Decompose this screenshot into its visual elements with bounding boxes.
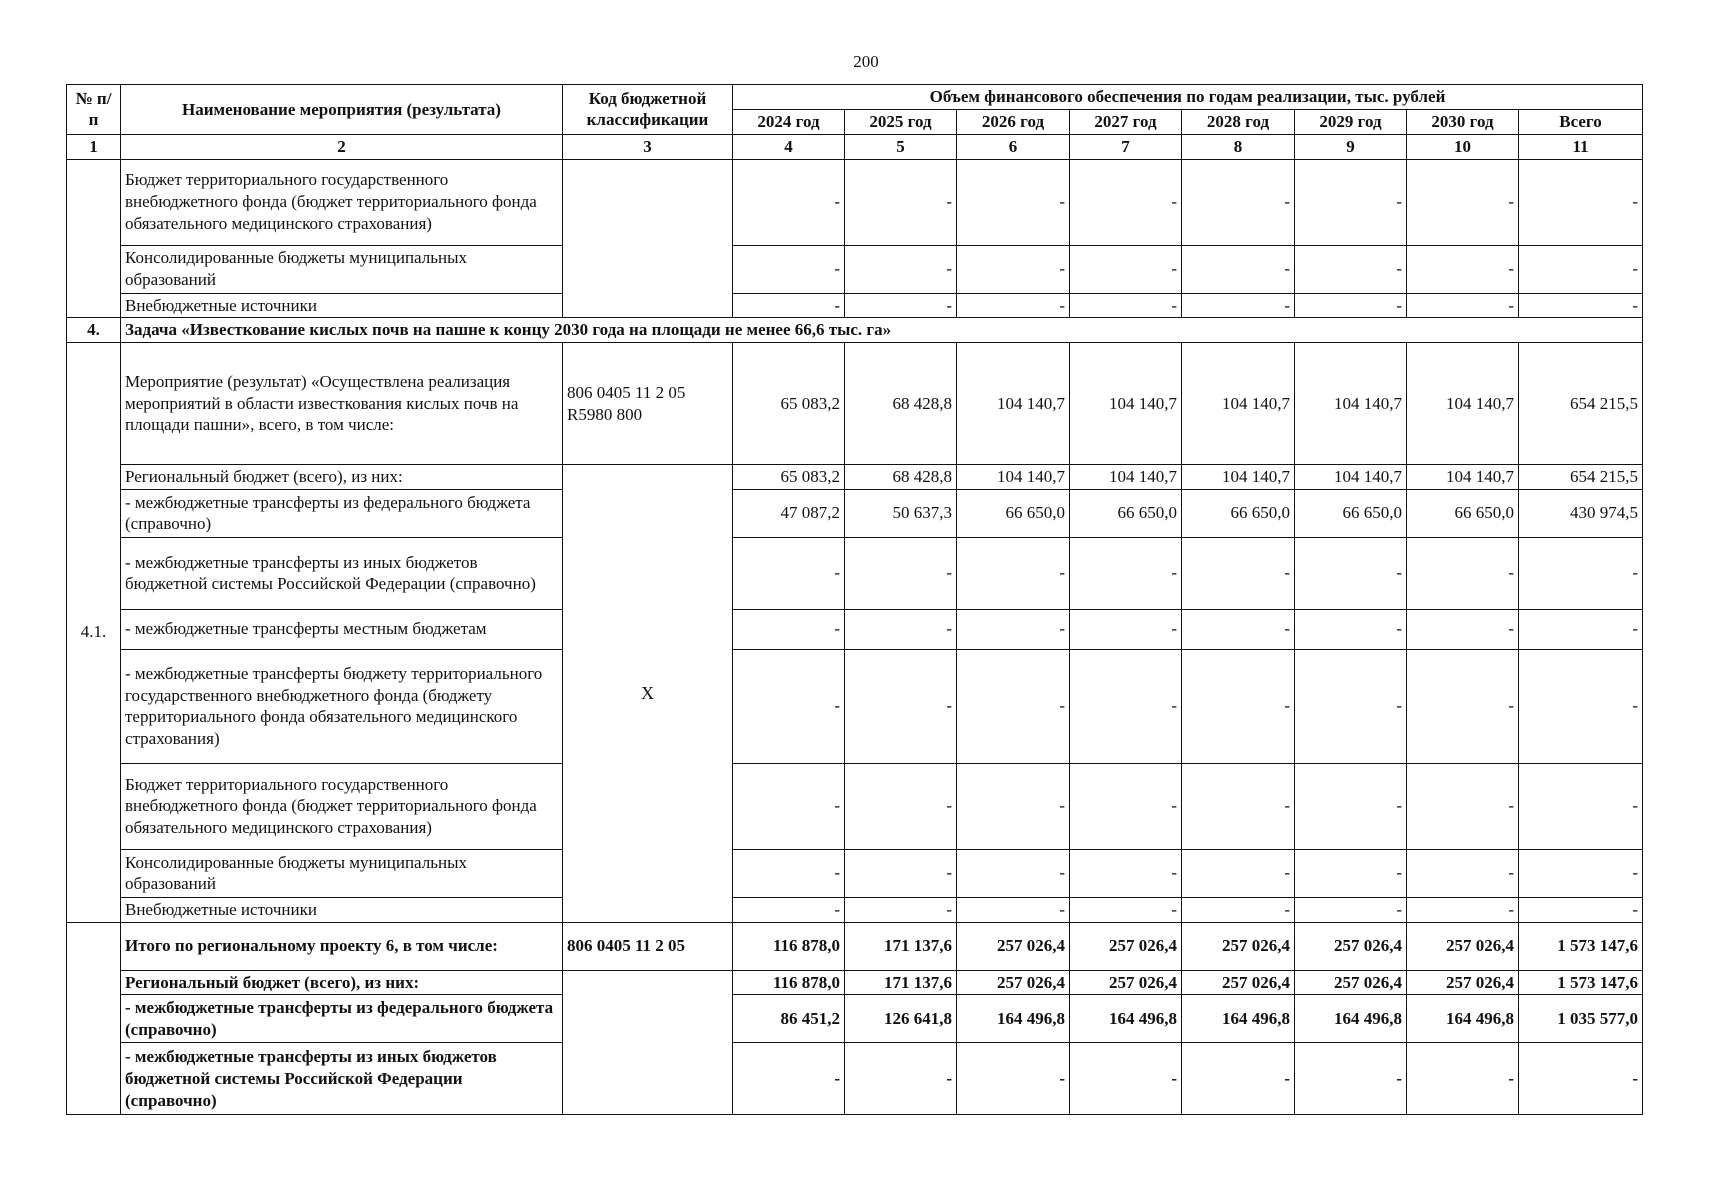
value-cell: 68 428,8 [845,465,957,490]
header-row [67,85,1643,110]
value-cell: - [957,849,1070,897]
table-row [67,609,1643,649]
value-cell: - [845,245,957,293]
code-cell [563,970,733,1115]
table-row [67,897,1643,922]
value-cell: 257 026,4 [1407,922,1519,970]
value-cell: 104 140,7 [957,465,1070,490]
table-row [67,970,1643,995]
table-row [67,1043,1643,1115]
value-cell: - [845,1043,957,1115]
value-cell: 257 026,4 [1295,970,1407,995]
value-cell: - [1182,537,1295,609]
value-cell: - [733,293,845,318]
value-cell: - [733,609,845,649]
row-name: Консолидированные бюджеты муниципальных образований [121,849,563,897]
value-cell: - [845,763,957,849]
value-cell: 257 026,4 [1407,970,1519,995]
value-cell: - [1519,1043,1643,1115]
value-cell: - [1407,763,1519,849]
column-number: 6 [957,134,1070,159]
row-name: Консолидированные бюджеты муниципальных образований [121,245,563,293]
header-year: 2025 год [845,110,957,135]
value-cell: - [1295,609,1407,649]
row-name: Региональный бюджет (всего), из них: [121,970,563,995]
page-number: 200 [853,52,879,71]
value-cell: 104 140,7 [1182,343,1295,465]
value-cell: - [1182,159,1295,245]
table-row [67,159,1643,245]
value-cell: - [1295,897,1407,922]
total-name: Итого по региональному проекту 6, в том числе: [121,922,563,970]
total-row [67,922,1643,970]
value-cell: 126 641,8 [845,995,957,1043]
value-cell: 164 496,8 [1070,995,1182,1043]
measure-index: 4.1. [67,343,121,923]
value-cell: - [845,609,957,649]
value-cell: - [1295,245,1407,293]
value-cell: 104 140,7 [1407,465,1519,490]
header-year: 2024 год [733,110,845,135]
header-code: Код бюджетной классификации [563,85,733,135]
header-year: 2027 год [1070,110,1182,135]
value-cell: 116 878,0 [733,970,845,995]
column-numbers-row [67,134,1643,159]
value-cell: 65 083,2 [733,465,845,490]
value-cell: - [1182,609,1295,649]
value-cell: 86 451,2 [733,995,845,1043]
value-cell: 171 137,6 [845,970,957,995]
value-cell: - [845,293,957,318]
value-cell: - [1407,537,1519,609]
value-cell: - [957,649,1070,763]
value-cell: - [957,897,1070,922]
value-cell: - [733,159,845,245]
value-cell: 171 137,6 [845,922,957,970]
header-name: Наименование мероприятия (результата) [121,85,563,135]
value-cell: - [1182,293,1295,318]
value-cell: 47 087,2 [733,489,845,537]
value-cell: - [1519,159,1643,245]
header-year: 2026 год [957,110,1070,135]
value-cell: - [957,245,1070,293]
value-cell: - [1519,649,1643,763]
value-cell: - [1295,849,1407,897]
column-number: 8 [1182,134,1295,159]
value-cell: 66 650,0 [1407,489,1519,537]
value-cell: 65 083,2 [733,343,845,465]
value-cell: - [1070,609,1182,649]
value-cell: - [1519,609,1643,649]
value-cell: - [845,897,957,922]
value-cell: - [1070,897,1182,922]
value-cell: - [957,159,1070,245]
row-name: Региональный бюджет (всего), из них: [121,465,563,490]
value-cell: - [1182,649,1295,763]
value-cell: - [733,537,845,609]
column-number: 4 [733,134,845,159]
value-cell: - [1519,537,1643,609]
value-cell: - [957,537,1070,609]
index-cell [67,922,121,1115]
table-row [67,245,1643,293]
header-year: 2030 год [1407,110,1519,135]
row-name: - межбюджетные трансферты из иных бюджетов бюджетной системы Российской Федерации (справочно) [121,1043,563,1115]
row-name: - межбюджетные трансферты местным бюджетам [121,609,563,649]
measure-row [67,343,1643,465]
value-cell: 257 026,4 [957,970,1070,995]
value-cell: - [1407,849,1519,897]
value-cell: - [1407,609,1519,649]
column-number: 3 [563,134,733,159]
value-cell: - [1295,649,1407,763]
measure-name: Мероприятие (результат) «Осуществлена реализация мероприятий в области известкования кислых почв на площади пашни», всего, в том числе: [121,343,563,465]
value-cell: 654 215,5 [1519,465,1643,490]
column-number: 11 [1519,134,1643,159]
row-name: Внебюджетные источники [121,293,563,318]
measure-code: 806 0405 11 2 05 R5980 800 [563,343,733,465]
value-cell: 164 496,8 [1182,995,1295,1043]
value-cell: - [1070,849,1182,897]
value-cell: - [845,649,957,763]
value-cell: - [957,609,1070,649]
value-cell: - [1407,649,1519,763]
header-year: 2029 год [1295,110,1407,135]
index-cell [67,159,121,318]
header-total: Всего [1519,110,1643,135]
value-cell: 654 215,5 [1519,343,1643,465]
table-row [67,537,1643,609]
value-cell: - [1070,649,1182,763]
value-cell: - [1295,293,1407,318]
header-num: № п/п [67,85,121,135]
header-funding: Объем финансового обеспечения по годам реализации, тыс. рублей [733,85,1643,110]
code-cell [563,159,733,318]
value-cell: 66 650,0 [1182,489,1295,537]
value-cell: 104 140,7 [1070,343,1182,465]
row-name: Бюджет территориального государственного внебюджетного фонда (бюджет территориального фонда обязательного медицинского страхования) [121,763,563,849]
value-cell: - [957,763,1070,849]
value-cell: - [845,849,957,897]
value-cell: - [845,159,957,245]
task-row [67,318,1643,343]
value-cell: - [1070,293,1182,318]
value-cell: 68 428,8 [845,343,957,465]
column-number: 1 [67,134,121,159]
value-cell: - [1295,537,1407,609]
table-row [67,293,1643,318]
value-cell: 1 035 577,0 [1519,995,1643,1043]
value-cell: - [1070,245,1182,293]
value-cell: - [1295,1043,1407,1115]
value-cell: - [1295,159,1407,245]
value-cell: - [1519,763,1643,849]
value-cell: - [1407,897,1519,922]
value-cell: - [733,849,845,897]
value-cell: - [1407,293,1519,318]
value-cell: 257 026,4 [1070,922,1182,970]
column-number: 2 [121,134,563,159]
value-cell: 104 140,7 [1407,343,1519,465]
value-cell: - [1519,849,1643,897]
value-cell: - [1519,293,1643,318]
row-name: - межбюджетные трансферты из федерального бюджета (справочно) [121,995,563,1043]
value-cell: 50 637,3 [845,489,957,537]
value-cell: - [1519,245,1643,293]
table-row [67,763,1643,849]
table-row [67,465,1643,490]
value-cell: - [1182,763,1295,849]
value-cell: - [733,1043,845,1115]
value-cell: - [957,1043,1070,1115]
value-cell: - [1070,537,1182,609]
value-cell: 164 496,8 [957,995,1070,1043]
value-cell: - [1070,159,1182,245]
value-cell: 1 573 147,6 [1519,922,1643,970]
row-name: - межбюджетные трансферты бюджету территориального государственного внебюджетного фонда (бюджету территориального фонда обязательного медицинского страхования) [121,649,563,763]
task-title: Задача «Известкование кислых почв на пашне к концу 2030 года на площади не менее 66,6 тыс. га» [121,318,1643,343]
value-cell: - [733,245,845,293]
value-cell: 164 496,8 [1295,995,1407,1043]
value-cell: 104 140,7 [1182,465,1295,490]
value-cell: - [1519,897,1643,922]
value-cell: 104 140,7 [1295,465,1407,490]
value-cell: - [733,649,845,763]
column-number: 10 [1407,134,1519,159]
value-cell: 66 650,0 [1295,489,1407,537]
value-cell: - [733,763,845,849]
value-cell: - [1070,1043,1182,1115]
value-cell: 104 140,7 [1070,465,1182,490]
value-cell: - [1182,897,1295,922]
value-cell: - [845,537,957,609]
code-x-cell: X [563,465,733,923]
row-name: Внебюджетные источники [121,897,563,922]
total-code: 806 0405 11 2 05 [563,922,733,970]
header-year: 2028 год [1182,110,1295,135]
value-cell: 257 026,4 [1070,970,1182,995]
table-row [67,489,1643,537]
value-cell: - [1295,763,1407,849]
value-cell: - [733,897,845,922]
value-cell: - [1407,1043,1519,1115]
value-cell: 66 650,0 [1070,489,1182,537]
row-name: - межбюджетные трансферты из федерального бюджета (справочно) [121,489,563,537]
column-number: 5 [845,134,957,159]
value-cell: 1 573 147,6 [1519,970,1643,995]
value-cell: 257 026,4 [957,922,1070,970]
value-cell: - [1182,849,1295,897]
row-name: Бюджет территориального государственного внебюджетного фонда (бюджет территориального фонда обязательного медицинского страхования) [121,159,563,245]
value-cell: - [1070,763,1182,849]
value-cell: - [1407,159,1519,245]
value-cell: 104 140,7 [1295,343,1407,465]
value-cell: 430 974,5 [1519,489,1643,537]
value-cell: - [1407,245,1519,293]
value-cell: 116 878,0 [733,922,845,970]
table-row [67,849,1643,897]
column-number: 7 [1070,134,1182,159]
value-cell: - [1182,1043,1295,1115]
table-row [67,649,1643,763]
value-cell: 257 026,4 [1182,970,1295,995]
value-cell: 164 496,8 [1407,995,1519,1043]
table-row [67,995,1643,1043]
column-number: 9 [1295,134,1407,159]
value-cell: 104 140,7 [957,343,1070,465]
value-cell: - [1182,245,1295,293]
value-cell: 257 026,4 [1182,922,1295,970]
task-index: 4. [67,318,121,343]
budget-table [66,84,1643,1115]
value-cell: - [957,293,1070,318]
value-cell: 66 650,0 [957,489,1070,537]
value-cell: 257 026,4 [1295,922,1407,970]
row-name: - межбюджетные трансферты из иных бюджетов бюджетной системы Российской Федерации (справочно) [121,537,563,609]
